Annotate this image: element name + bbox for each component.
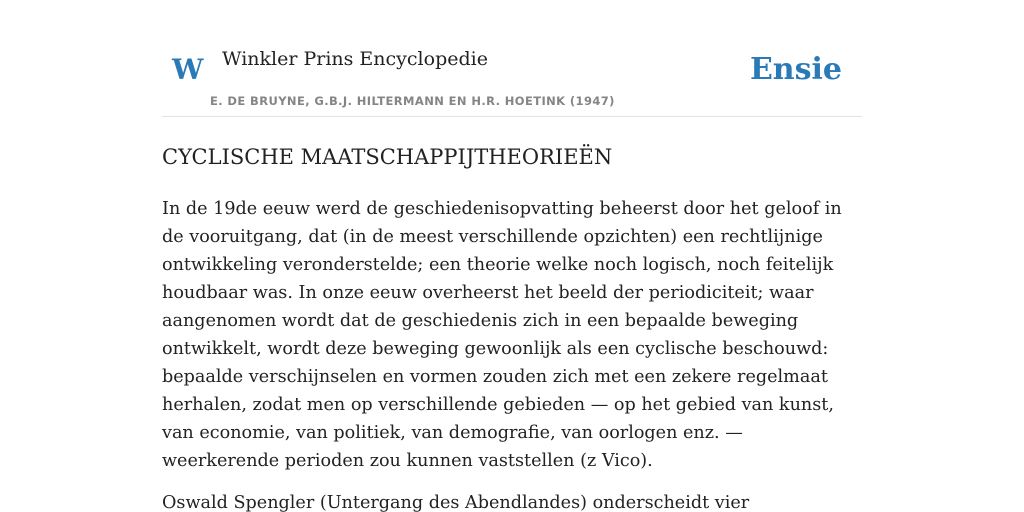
winkler-prins-logo[interactable]: W [172,53,204,86]
article-paragraph: Oswald Spengler (Untergang des Abendlandes) onderscheidt vier [162,493,750,512]
article-paragraph: In de 19de eeuw werd de geschiedenisopvatting beheerst door het geloof in de vooruitgang, dat (in de meest verschillende opzichten) een rechtlijnige ontwikkeling veronderstelde; een theorie welke noch logisch, noch feitelijk houdbaar was. In onze eeuw overheerst het beeld der periodiciteit; waar aangenomen wordt dat de geschiedenis zich in een bepaalde beweging ontwikkelt, wordt deze beweging gewoonlijk als een cyclische beschouwd: bepaalde verschijnselen en vormen zouden zich met een zekere regelmaat herhalen, zodat men op verschillende gebieden — op het gebied van kunst, van economie, van politiek, van demografie, van oorlogen enz. — weerkerende perioden zou kunnen vaststellen (z Vico). [162,199,842,471]
encyclopedia-title[interactable]: Winkler Prins Encyclopedie [222,48,488,70]
ensie-brand-logo[interactable]: Ensie [749,52,842,87]
site-header [162,0,862,117]
article-title: CYCLISCHE MAATSCHAPPIJTHEORIEËN [162,145,613,169]
authors-line: E. DE BRUYNE, G.B.J. HILTERMANN EN H.R. HOETINK (1947) [210,94,615,108]
content-container [162,0,862,512]
